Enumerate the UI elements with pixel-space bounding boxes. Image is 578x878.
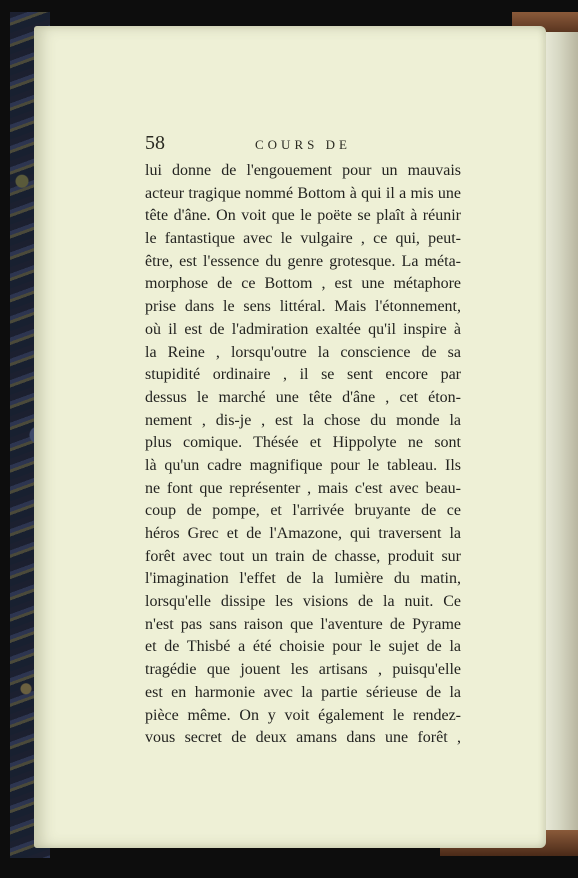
- text-line: coup de pompe, et l'arrivée bruyante de ce: [145, 502, 461, 520]
- text-line: là qu'un cadre magnifique pour le tableau. Ils: [145, 456, 461, 474]
- text-line: et de Thisbé a été choisie pour le sujet de la: [145, 638, 461, 656]
- text-line: tragédie que jouent les artisans , puisqu'elle: [145, 661, 461, 679]
- text-line: ne font que représenter , mais c'est avec beau-: [145, 479, 461, 497]
- text-line: prise dans le sens littéral. Mais l'étonnement,: [145, 298, 461, 316]
- body-text: [145, 160, 461, 750]
- text-line: morphose de ce Bottom , est une métaphore: [145, 275, 461, 293]
- text-line: forêt avec tout un train de chasse, produit sur: [145, 547, 461, 565]
- text-line: vous secret de deux amans dans une forêt ,: [145, 729, 461, 747]
- page-header: [145, 132, 461, 156]
- text-line: tête d'âne. On voit que le poëte se plaît à réunir: [145, 207, 461, 225]
- text-line: être, est l'essence du genre grotesque. La méta-: [145, 252, 461, 270]
- text-line: est en harmonie avec la partie sérieuse de la: [145, 683, 461, 701]
- text-line: la Reine , lorsqu'outre la conscience de sa: [145, 343, 461, 361]
- text-line: acteur tragique nommé Bottom à qui il a mis une: [145, 184, 461, 202]
- text-line: n'est pas sans raison que l'aventure de Pyrame: [145, 615, 461, 633]
- text-line: pièce même. On y voit également le rendez-: [145, 706, 461, 724]
- text-line: nement , dis-je , est la chose du monde la: [145, 411, 461, 429]
- text-line: plus comique. Thésée et Hippolyte ne sont: [145, 434, 461, 452]
- text-line: dessus le marché une tête d'âne , cet éton-: [145, 388, 461, 406]
- text-line: lorsqu'elle dissipe les visions de la nuit. Ce: [145, 593, 461, 611]
- text-line: l'imagination l'effet de la lumière du matin,: [145, 570, 461, 588]
- text-line: lui donne de l'engouement pour un mauvais: [145, 162, 461, 179]
- running-title: COURS DE: [255, 137, 351, 152]
- text-line: stupidité ordinaire , il se sent encore par: [145, 366, 461, 384]
- text-line: où il est de l'admiration exaltée qu'il inspire à: [145, 320, 461, 338]
- page-number: 58: [145, 132, 165, 154]
- text-line: le fantastique avec le vulgaire , ce qui, peut-: [145, 230, 461, 248]
- text-line: héros Grec et de l'Amazone, qui traversent la: [145, 525, 461, 542]
